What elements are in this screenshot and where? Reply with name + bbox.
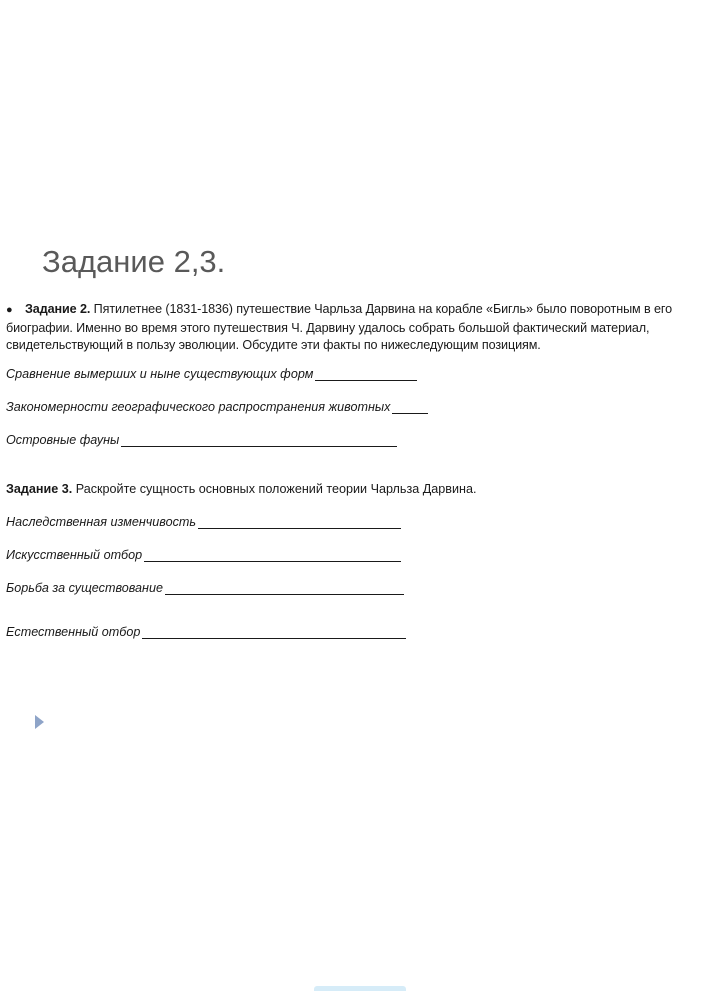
task2-text: Пятилетнее (1831-1836) путешествие Чарльза Дарвина на корабле «Бигль» было поворотным в его биографии. Именно во время этого путешествия Ч. Дарвину удалось собрать большой фактический материал, свидетельствующий в пользу эволюции. Обсудите эти факты по нижеследующим позициям. [6,302,672,352]
task2-item-label: Сравнение вымерших и ныне существующих форм [6,367,314,381]
answer-blank[interactable] [144,549,401,562]
task2-item-label: Островные фауны [6,433,120,447]
answer-blank[interactable] [165,582,404,595]
task3-line [6,482,476,496]
answer-blank[interactable] [392,401,428,414]
task3-item-struggle-for-existence [6,581,404,595]
task2-item-extinct-forms [6,367,417,381]
task2-item-geographic-distribution [6,400,428,414]
play-marker-icon[interactable] [35,715,44,729]
bullet-icon: ● [6,304,13,316]
task2-label: Задание 2. [25,302,91,316]
answer-blank[interactable] [142,626,406,639]
slide-title: Задание 2,3. [42,244,226,279]
answer-blank[interactable] [315,368,417,381]
task2-paragraph [6,301,712,355]
answer-blank[interactable] [121,434,397,447]
task3-item-natural-selection [6,625,406,639]
task3-item-label: Естественный отбор [6,625,141,639]
task3-item-label: Борьба за существование [6,581,163,595]
bottom-scroll-tab[interactable] [314,986,406,991]
task3-item-label: Наследственная изменчивость [6,515,197,529]
task2-item-label: Закономерности географического распространения животных [6,400,391,414]
task2-item-island-fauna [6,433,397,447]
task3-item-heredity [6,515,401,529]
answer-blank[interactable] [198,516,401,529]
task3-item-label: Искусственный отбор [6,548,143,562]
task3-text: Раскройте сущность основных положений теории Чарльза Дарвина. [72,482,477,496]
task3-label: Задание 3. [6,482,73,496]
task3-item-artificial-selection [6,548,401,562]
